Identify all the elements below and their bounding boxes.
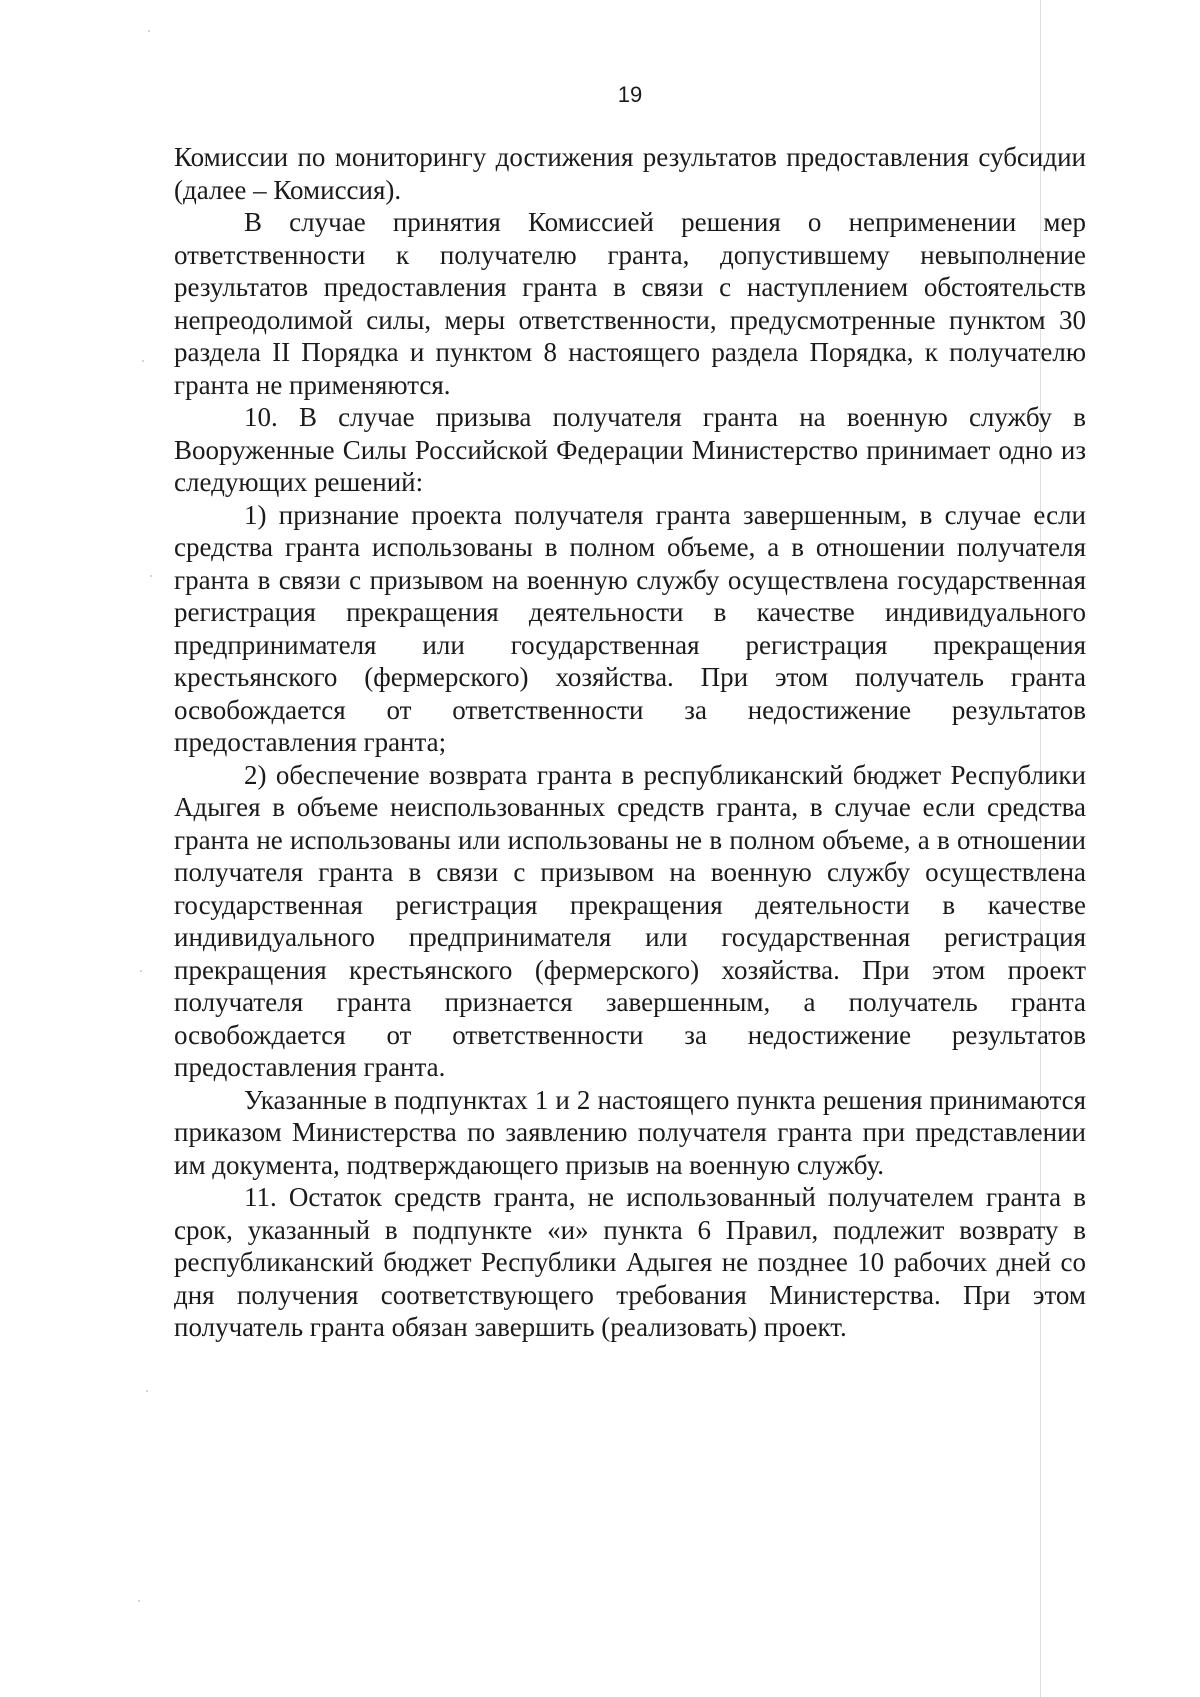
paragraph-force-majeure: В случае принятия Комиссией решения о неприменении мер ответственности к получателю гранта, допустившему невыполнение результатов предоставления гранта в связи с наступлением обстоятельств непреодолимой силы, меры ответственности, предусмотренные пунктом 30 раздела II Порядка и пунктом 8 настоящего раздела Порядка, к получателю гранта не применяются.	[174, 207, 1086, 400]
scan-artifact-dot	[148, 30, 150, 32]
page-number: 19	[617, 82, 643, 107]
scan-artifact-dot	[140, 970, 142, 972]
paragraph-commission-continuation: Комиссии по мониторингу достижения результатов предоставления субсидии (далее – Комиссия).	[174, 142, 1086, 205]
paragraph-item-11: 11. Остаток средств гранта, не использованный получателем гранта в срок, указанный в подпункте «и» пункта 6 Правил, подлежит возврату в республиканский бюджет Республики Адыгея не позднее 10 рабочих дней со дня получения соответствующего требования Министерства. При этом получатель гранта обязан завершить (реализовать) проект.	[174, 1182, 1086, 1342]
scan-artifact-dot	[142, 360, 144, 362]
paragraph-decisions-order: Указанные в подпунктах 1 и 2 настоящего пункта решения принимаются приказом Министерства по заявлению получателя гранта при представлении им документа, подтверждающего призыв на военную службу.	[174, 1084, 1086, 1180]
scan-artifact-dot	[146, 1390, 148, 1392]
paragraph-subitem-2: 2) обеспечение возврата гранта в республиканский бюджет Республики Адыгея в объеме неиспользованных средств гранта, в случае если средства гранта не использованы или использованы не в полном объеме, а в отношении получателя гранта в связи с призывом на военную службу осуществлена государственная регистрация прекращения деятельности в качестве индивидуального предпринимателя или государственная регистрация прекращения крестьянского (фермерского) хозяйства. При этом проект получателя гранта признается завершенным, а получатель гранта освобождается от ответственности за недостижение результатов предоставления гранта.	[174, 759, 1086, 1082]
paragraph-item-10: 10. В случае призыва получателя гранта на военную службу в Вооруженные Силы Российской Федерации Министерство принимает одно из следующих решений:	[174, 402, 1086, 497]
paragraph-subitem-1: 1) признание проекта получателя гранта завершенным, в случае если средства гранта использованы в полном объеме, а в отношении получателя гранта в связи с призывом на военную службу осуществлена государственная регистрация прекращения деятельности в качестве индивидуального предпринимателя или государственная регистрация прекращения крестьянского (фермерского) хозяйства. При этом получатель гранта освобождается от ответственности за недостижение результатов предоставления гранта;	[174, 499, 1086, 757]
scan-artifact-dot	[138, 1600, 140, 1602]
document-body	[174, 141, 1086, 1344]
scan-artifact-dot	[150, 575, 152, 577]
